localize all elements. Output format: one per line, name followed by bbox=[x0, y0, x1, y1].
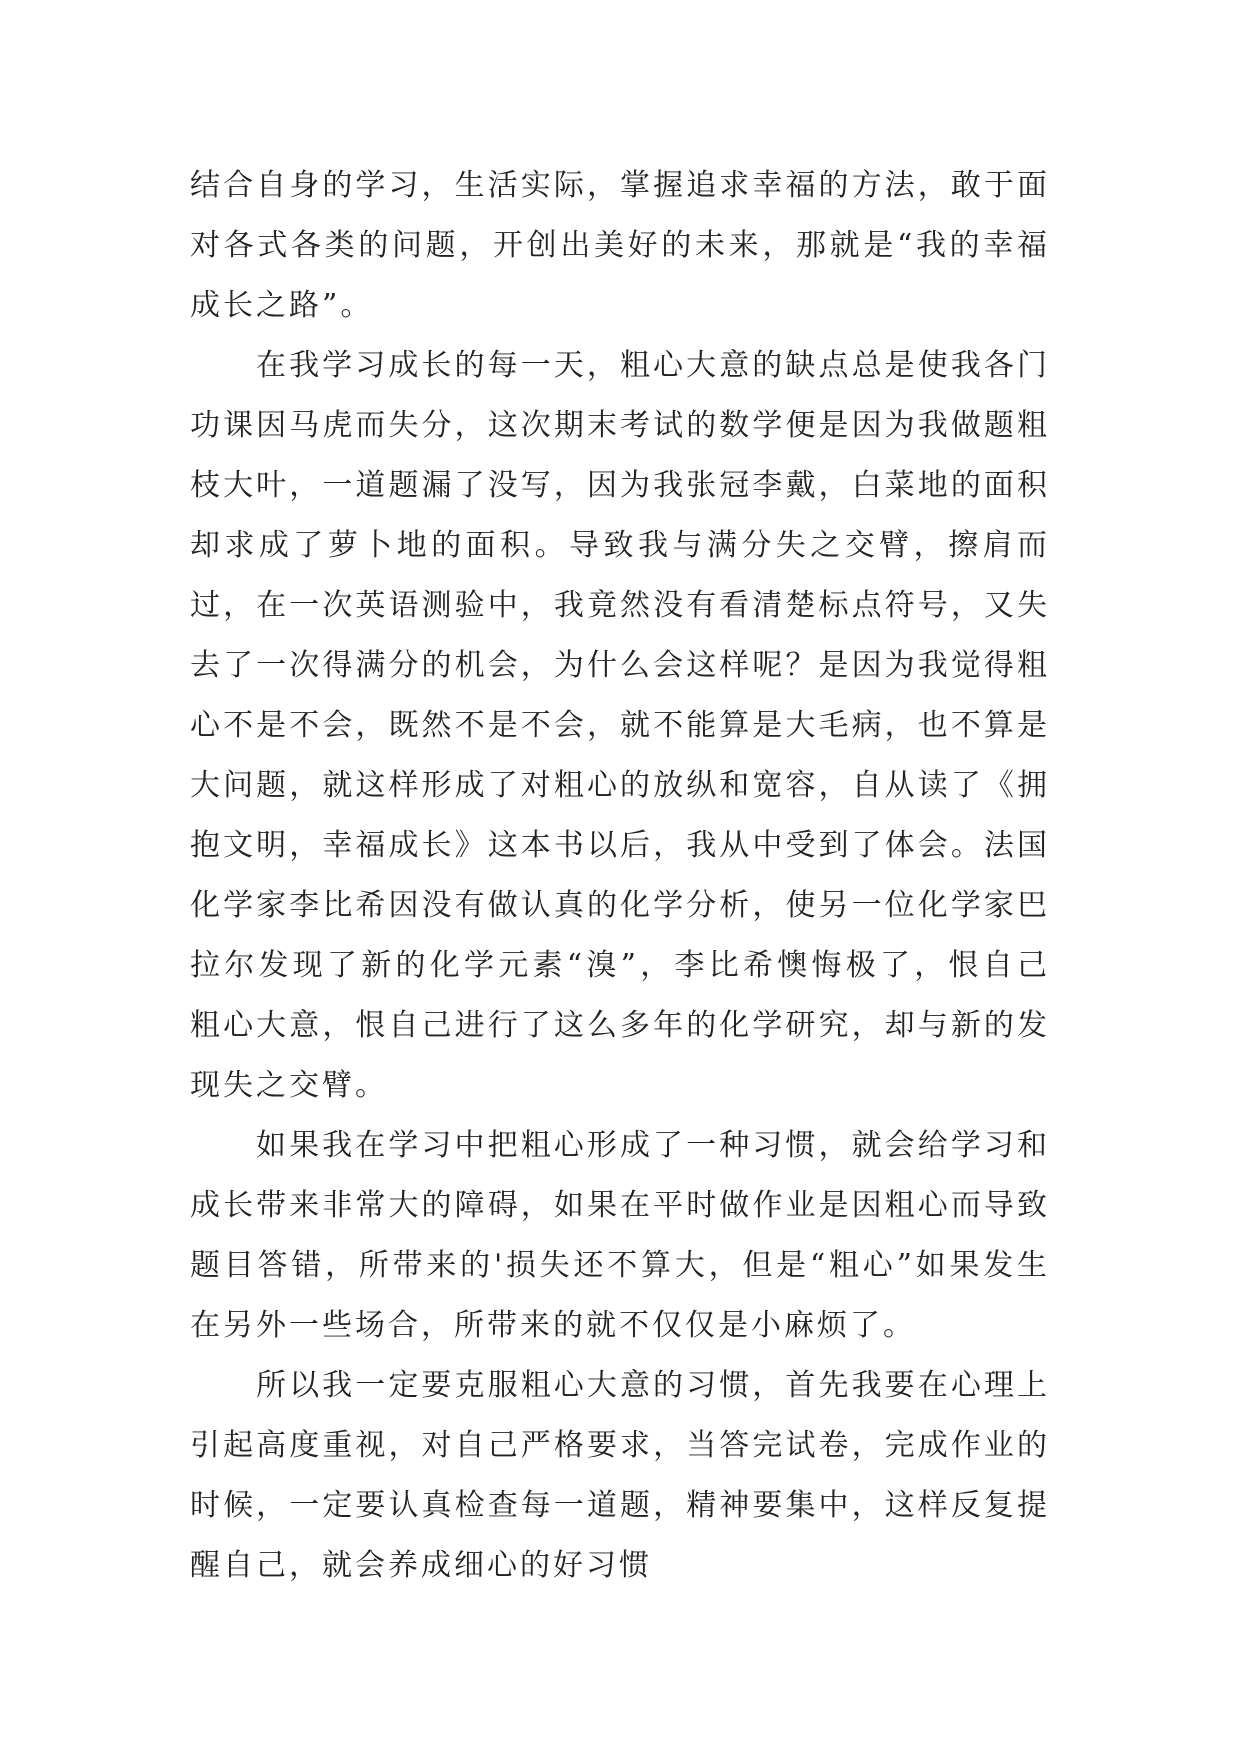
paragraph-4: 所以我一定要克服粗心大意的习惯，首先我要在心理上引起高度重视，对自己严格要求，当答完试卷，完成作业的时候，一定要认真检查每一道题，精神要集中，这样反复提醒自己，就会养成细心的好习惯 bbox=[190, 1368, 1050, 1583]
paragraph-1: 结合自身的学习，生活实际，掌握追求幸福的方法，敢于面对各式各类的问题，开创出美好的未来，那就是“我的幸福成长之路”。 bbox=[190, 168, 1050, 323]
paragraph-2: 在我学习成长的每一天，粗心大意的缺点总是使我各门功课因马虎而失分，这次期末考试的数学便是因为我做题粗枝大叶，一道题漏了没写，因为我张冠李戴，白菜地的面积却求成了萝卜地的面积。导致我与满分失之交臂，擦肩而过，在一次英语测验中，我竟然没有看清楚标点符号，又失去了一次得满分的机会，为什么会这样呢？是因为我觉得粗心不是不会，既然不是不会，就不能算是大毛病，也不算是大问题，就这样形成了对粗心的放纵和宽容，自从读了《拥抱文明，幸福成长》这本书以后，我从中受到了体会。法国化学家李比希因没有做认真的化学分析，使另一位化学家巴拉尔发现了新的化学元素“溴”，李比希懊悔极了，恨自己粗心大意，恨自己进行了这么多年的化学研究，却与新的发现失之交臂。 bbox=[190, 348, 1050, 1103]
document-body bbox=[190, 156, 1050, 1596]
paragraph-3: 如果我在学习中把粗心形成了一种习惯，就会给学习和成长带来非常大的障碍，如果在平时做作业是因粗心而导致题目答错，所带来的'损失还不算大，但是“粗心”如果发生在另外一些场合，所带来的就不仅仅是小麻烦了。 bbox=[190, 1128, 1050, 1343]
